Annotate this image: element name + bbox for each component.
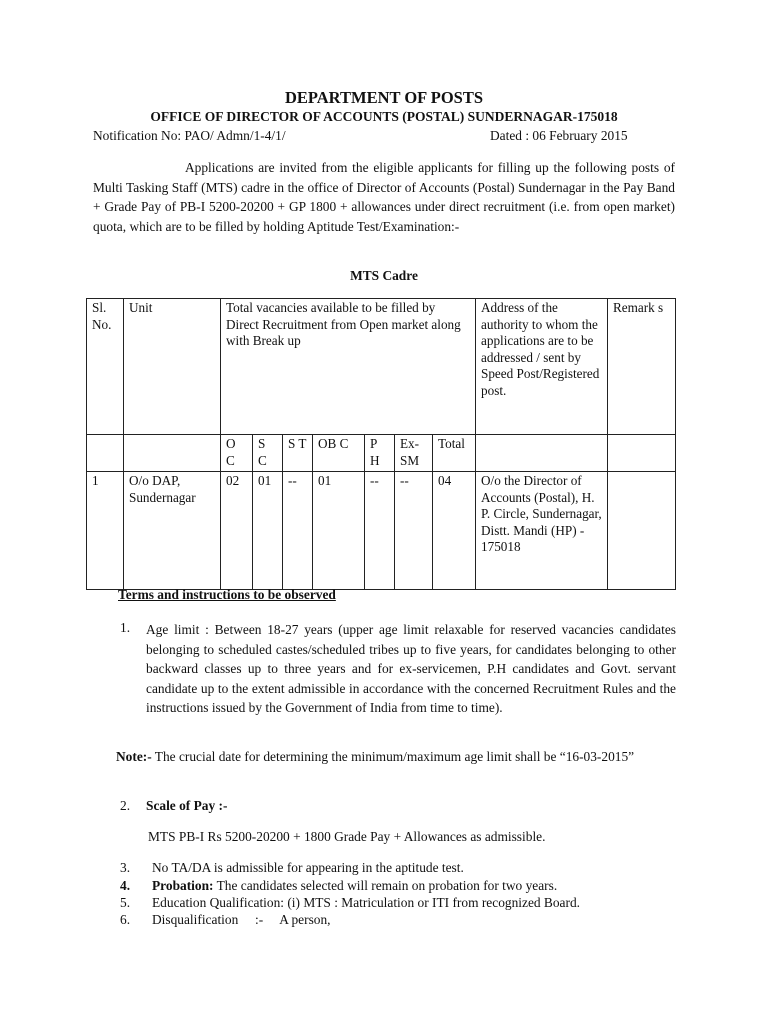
row-remarks [608,472,676,590]
list-number: 6. [120,912,131,927]
row-sl: 1 [87,472,124,590]
list-item [120,859,464,877]
cadre-heading: MTS Cadre [350,268,418,283]
breakup-exsm: Ex- SM [395,435,433,472]
notification-number: Notification No: PAO/ Admn/1-4/1/ [93,128,286,143]
breakup-obc: OB C [313,435,365,472]
row-exsm: -- [395,472,433,590]
empty-cell [87,435,124,472]
probation-label: Probation: [152,878,214,893]
row-obc: 01 [313,472,365,590]
terms-heading: Terms and instructions to be observed [118,587,336,602]
row-address: O/o the Director of Accounts (Postal), H. P. Circle, Sundernagar, Distt. Mandi (HP) - 175018 [476,472,608,590]
list-number: 1. [120,620,131,635]
intro-paragraph: Applications are invited from the eligible applicants for filling up the following posts of Multi Tasking Staff (MTS) cadre in the office of Director of Accounts (Postal) Sundernagar in the Pay Band + Grade Pay of PB-I 5200-20200 + GP 1800 + allowances under direct recruitment (i.e. from open market) quota, which are to be filled by holding Aptitude Test/Examination:- [93,160,675,234]
office-subtitle: OFFICE OF DIRECTOR OF ACCOUNTS (POSTAL) SUNDERNAGAR-175018 [150,109,618,124]
scale-of-pay-heading [120,798,227,814]
table-row [87,472,676,590]
ta-da-text: No TA/DA is admissible for appearing in the aptitude test. [152,860,464,875]
empty-cell [476,435,608,472]
row-oc: 02 [221,472,253,590]
notification-date: Dated : 06 February 2015 [490,128,628,143]
table-header-row [87,299,676,435]
header-unit: Unit [124,299,221,435]
empty-cell [124,435,221,472]
note-label: Note:- [116,749,152,764]
row-st: -- [283,472,313,590]
list-item [120,911,331,929]
header-vacancies: Total vacancies available to be filled by Direct Recruitment from Open market along with Break up [221,299,476,435]
list-number: 3. [120,860,131,875]
list-number: 5. [120,895,131,910]
breakup-oc: O C [221,435,253,472]
header-sl: Sl. No. [87,299,124,435]
scale-of-pay-text: MTS PB-I Rs 5200-20200 + 1800 Grade Pay + Allowances as admissible. [148,829,546,844]
list-number: 2. [120,798,131,813]
breakup-total: Total [433,435,476,472]
list-item [120,877,557,895]
education-text: Education Qualification: (i) MTS : Matriculation or ITI from recognized Board. [152,895,580,910]
disqualification-text: Disqualification :- A person, [152,912,331,927]
empty-cell [608,435,676,472]
document-title: DEPARTMENT OF POSTS [284,88,484,107]
breakup-st: S T [283,435,313,472]
row-sc: 01 [253,472,283,590]
breakup-ph: P H [365,435,395,472]
header-address: Address of the authority to whom the applications are to be addressed / sent by Speed Post/Registered post. [476,299,608,435]
note-paragraph [116,747,676,767]
row-ph: -- [365,472,395,590]
scale-heading-text: Scale of Pay :- [146,798,228,813]
breakup-sc: S C [253,435,283,472]
note-text: The crucial date for determining the minimum/maximum age limit shall be “16-03-2015” [151,749,635,764]
list-number: 4. [120,878,131,893]
header-remarks: Remark s [608,299,676,435]
table-breakup-row [87,435,676,472]
vacancy-table [86,298,676,590]
row-unit: O/o DAP, Sundernagar [124,472,221,590]
age-limit-text: Age limit : Between 18-27 years (upper age limit relaxable for reserved vacancies candidates belonging to scheduled castes/scheduled tribes up to five years, for candidates belonging to other backward classes up to three years and for ex-servicemen, P.H candidates and Govt. servant candidate up to the extent admissible in accordance with the concerned Recruitment Rules and the instructions issued by the Government of India from time to time). [146,622,676,716]
row-total: 04 [433,472,476,590]
probation-text: The candidates selected will remain on probation for two years. [213,878,558,893]
list-item [120,894,580,912]
